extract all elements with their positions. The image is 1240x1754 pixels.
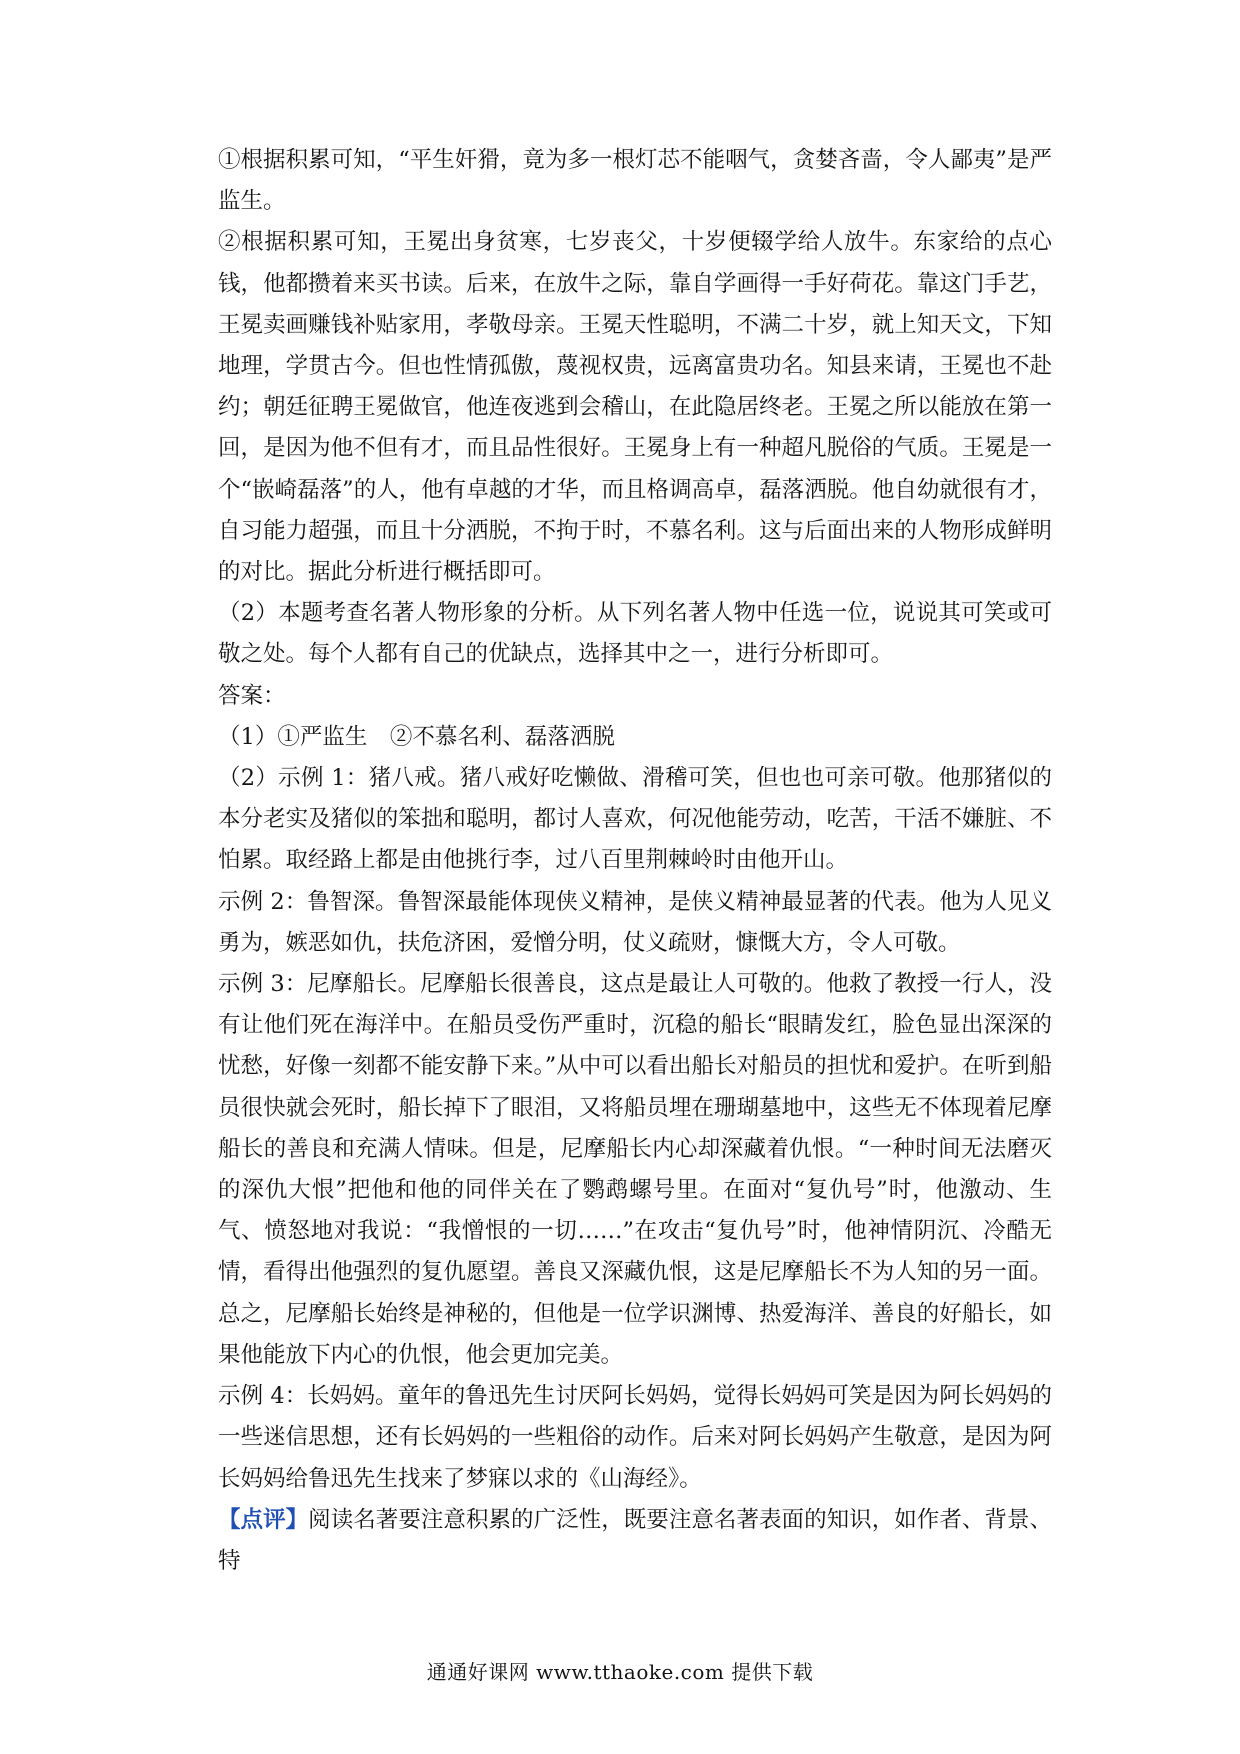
comment-tag: 【点评】: [218, 1506, 309, 1533]
example-3: 示例 3：尼摩船长。尼摩船长很善良，这点是最让人可敬的。他救了教授一行人，没有让他们死在海洋中。在船员受伤严重时，沉稳的船长“眼睛发红，脸色显出深深的忧愁，好像一刻都不能安静下来。”从中可以看出船长对船员的担忧和爱护。在听到船员很快就会死时，船长掉下了眼泪，又将船员埋在珊瑚墓地中，这些无不体现着尼摩船长的善良和充满人情味。但是，尼摩船长内心却深藏着仇恨。“一种时间无法磨灭的深仇大恨”把他和他的同伴关在了鹦鹉螺号里。在面对“复仇号”时，他激动、生气、愤怒地对我说：“我憎恨的一切……”在攻击“复仇号”时，他神情阴沉、冷酷无情，看得出他强烈的复仇愿望。善良又深藏仇恨，这是尼摩船长不为人知的另一面。总之，尼摩船长始终是神秘的，但他是一位学识渊博、热爱海洋、善良的好船长，如果他能放下内心的仇恨，他会更加完美。: [218, 971, 1052, 1368]
answer-part-1: （1）①严监生 ②不慕名利、磊落洒脱: [218, 723, 615, 750]
comment-paragraph: [218, 1500, 1052, 1582]
comment-text: 阅读名著要注意积累的广泛性，既要注意名著表面的知识，如作者、背景、特: [218, 1506, 1052, 1574]
page-footer: 通通好课网 www.tthaoke.com 提供下载: [426, 1660, 814, 1684]
document-body: [218, 140, 1052, 1582]
example-2: 示例 2：鲁智深。鲁智深最能体现侠义精神，是侠义精神最显著的代表。他为人见义勇为，嫉恶如仇，扶危济困，爱憎分明，仗义疏财，慷慨大方，令人可敬。: [218, 888, 1052, 956]
paragraph-answer-1: ①根据积累可知，“平生奸猾，竟为多一根灯芯不能咽气，贪婪吝啬，令人鄙夷”是严监生。: [218, 147, 1052, 215]
answer-heading: 答案：: [218, 682, 286, 709]
paragraph-question-2-analysis: （2）本题考查名著人物形象的分析。从下列名著人物中任选一位，说说其可笑或可敬之处。每个人都有自己的优缺点，选择其中之一，进行分析即可。: [218, 600, 1052, 668]
paragraph-answer-2: ②根据积累可知，王冕出身贫寒，七岁丧父，十岁便辍学给人放牛。东家给的点心钱，他都攒着来买书读。后来，在放牛之际，靠自学画得一手好荷花。靠这门手艺，王冕卖画赚钱补贴家用，孝敬母亲。王冕天性聪明，不满二十岁，就上知天文，下知地理，学贯古今。但也性情孤傲，蔑视权贵，远离富贵功名。知县来请，王冕也不赴约；朝廷征聘王冕做官，他连夜逃到会稽山，在此隐居终老。王冕之所以能放在第一回，是因为他不但有才，而且品性很好。王冕身上有一种超凡脱俗的气质。王冕是一个“嵌崎磊落”的人，他有卓越的才华，而且格调高卓，磊落洒脱。他自幼就很有才，自习能力超强，而且十分洒脱，不拘于时，不慕名利。这与后面出来的人物形成鲜明的对比。据此分析进行概括即可。: [218, 229, 1052, 586]
example-4: 示例 4：长妈妈。童年的鲁迅先生讨厌阿长妈妈，觉得长妈妈可笑是因为阿长妈妈的一些迷信思想，还有长妈妈的一些粗俗的动作。后来对阿长妈妈产生敬意，是因为阿长妈妈给鲁迅先生找来了梦寐以求的《山海经》。: [218, 1383, 1052, 1492]
example-1: （2）示例 1：猪八戒。猪八戒好吃懒做、滑稽可笑，但也也可亲可敬。他那猪似的本分老实及猪似的笨拙和聪明，都讨人喜欢，何况他能劳动，吃苦，干活不嫌脏、不怕累。取经路上都是由他挑行李，过八百里荆棘岭时由他开山。: [218, 765, 1052, 874]
